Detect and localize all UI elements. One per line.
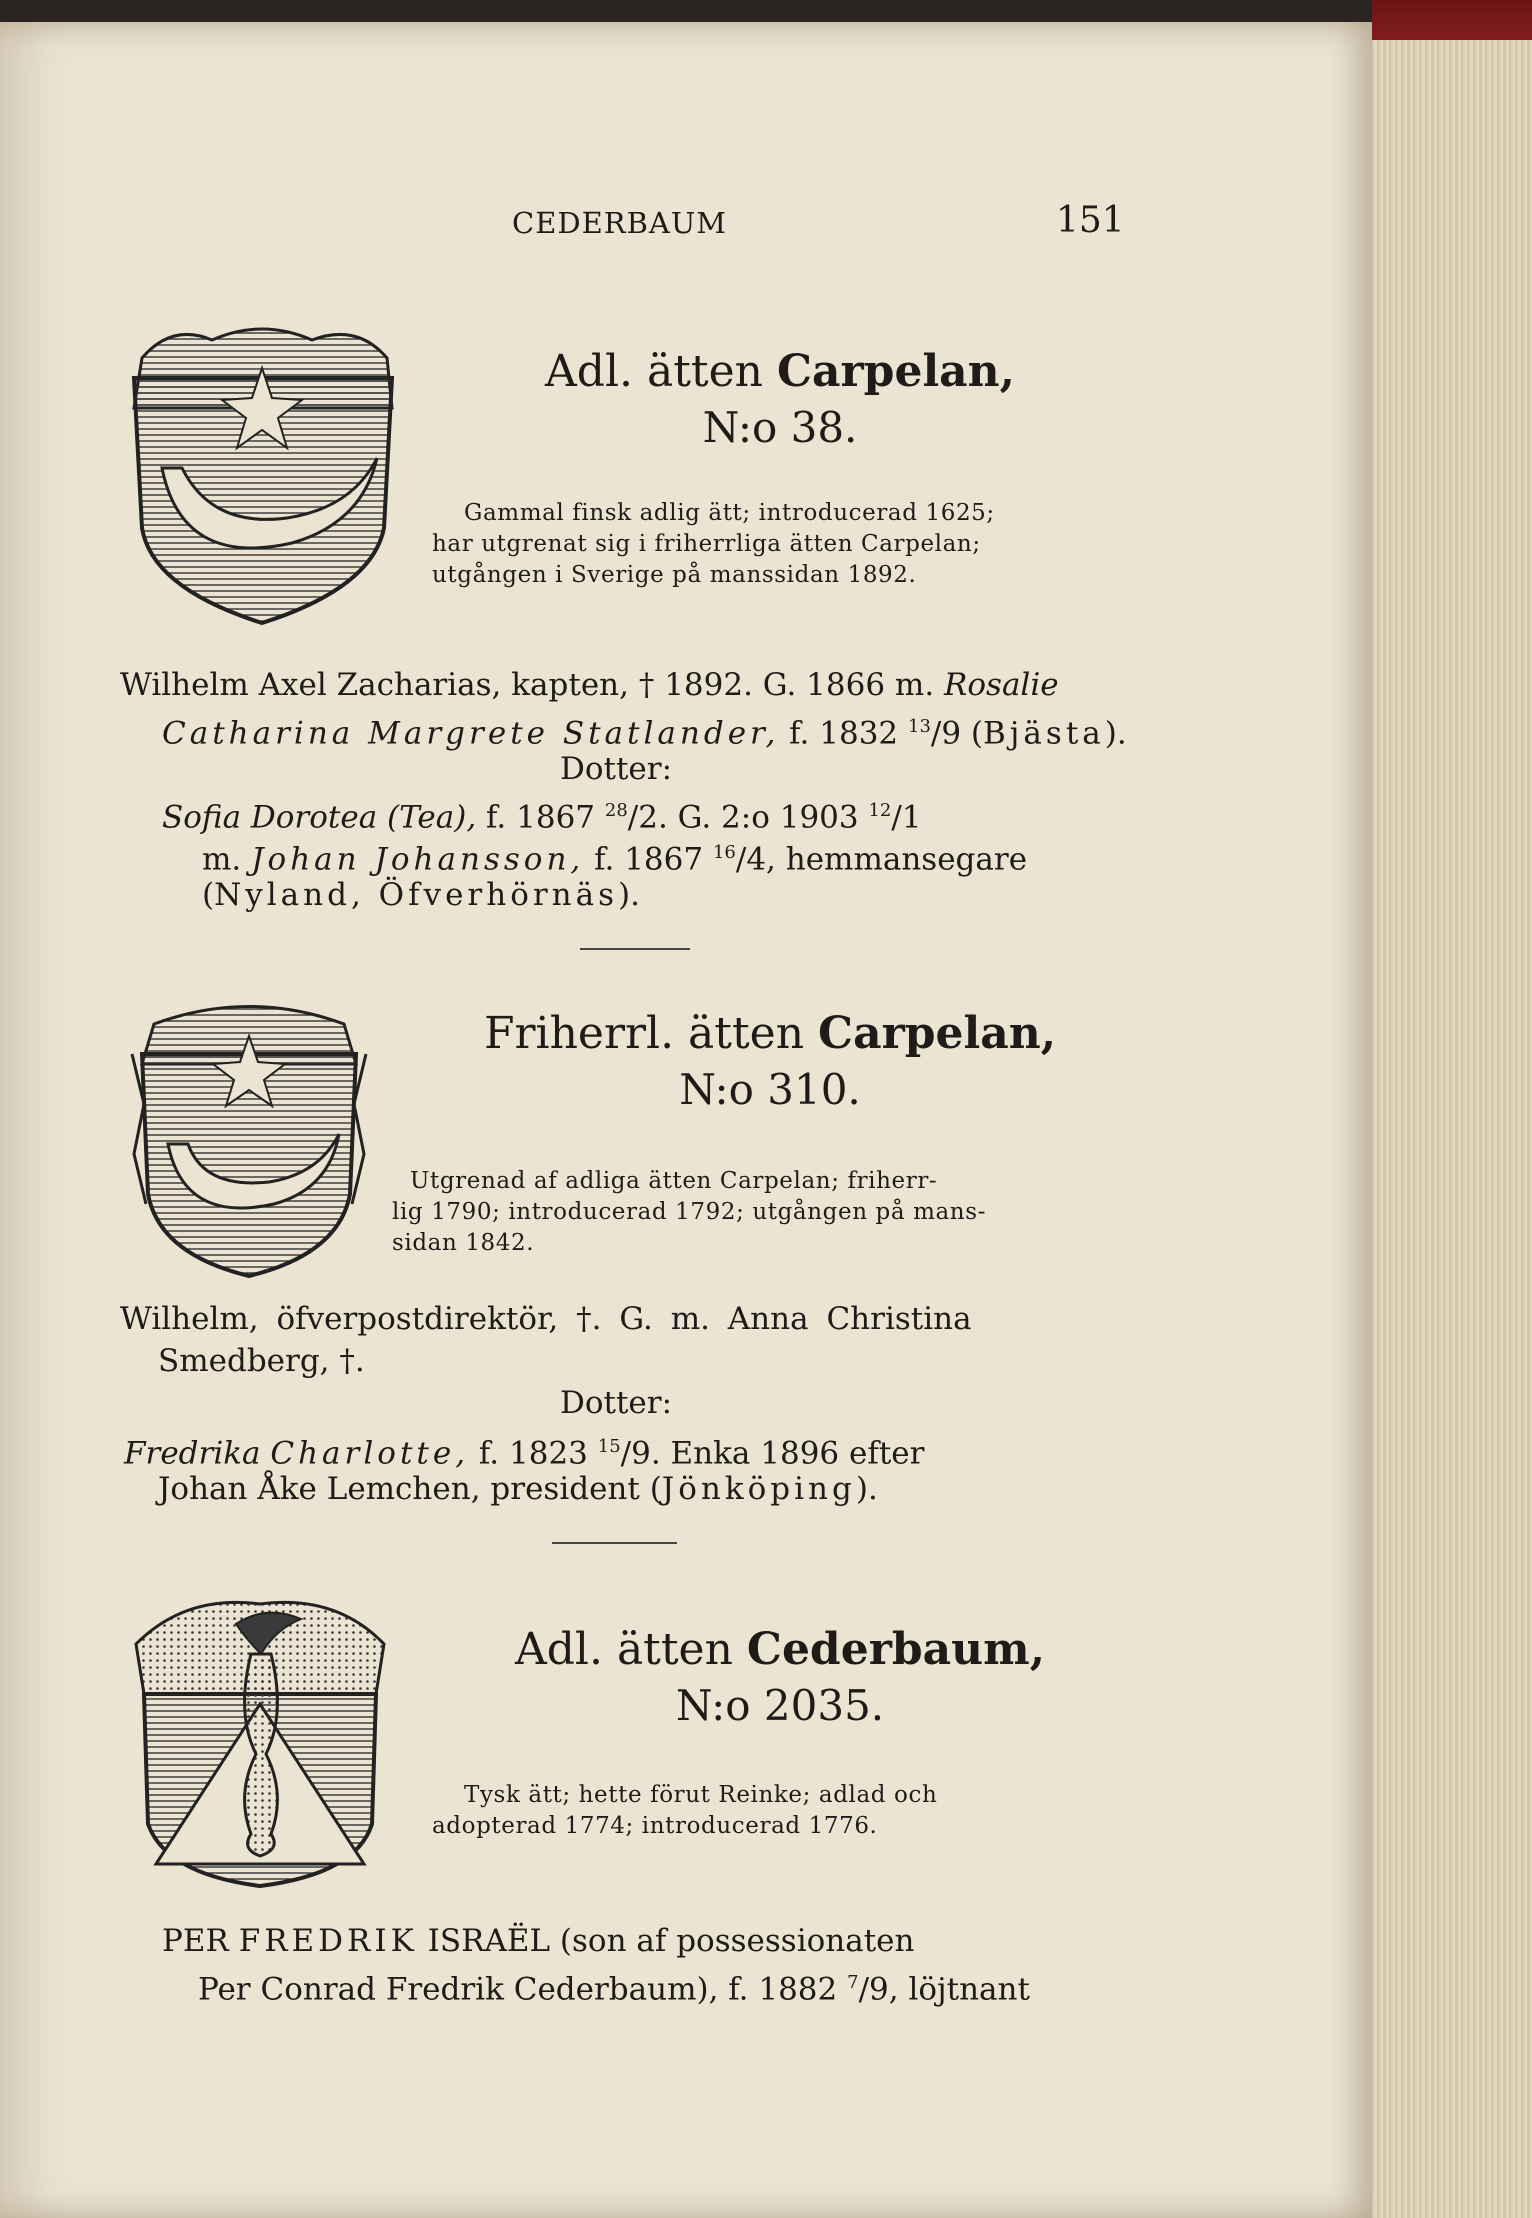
entry-1-line-5: m. Johan Johansson, f. 1867 $^{16}$/4, hemmansegare: [202, 841, 1028, 878]
entry-2-heading: [470, 1006, 1070, 1118]
book-page: [0, 22, 1372, 2218]
entry-1-heading: [520, 344, 1040, 456]
entry-3-description: [432, 1780, 1132, 1842]
entry-3-desc-line: Tysk ätt; hette förut Reinke; adlad och: [464, 1782, 938, 1808]
entry-1-line-4: Sofia Dorotea (Tea), f. 1867 $^{28}$/2. G. 2:o 1903 $^{12}$/1: [162, 799, 922, 836]
entry-1-number: N:o 38.: [702, 403, 858, 452]
section-divider: [552, 1542, 677, 1544]
entry-2-number: N:o 310.: [679, 1065, 861, 1114]
entry-3-desc-line: adopterad 1774; introducerad 1776.: [432, 1813, 878, 1839]
entry-2-desc-line: Utgrenad af adliga ätten Carpelan; friherr-: [410, 1168, 938, 1194]
entry-2-desc-line: sidan 1842.: [392, 1230, 535, 1256]
entry-1-desc-line: Gammal finsk adlig ätt; introducerad 1625;: [464, 500, 995, 526]
entry-2-line-4: Fredrika Charlotte, f. 1823 $^{15}$/9. Enka 1896 efter: [124, 1435, 925, 1472]
entry-3-heading: [470, 1622, 1090, 1734]
entry-1-line-6: (Nyland, Öfverhörnäs).: [202, 877, 640, 913]
entry-3-heading-prefix: Adl. ätten: [514, 1624, 733, 1675]
entry-1-heading-prefix: Adl. ätten: [545, 346, 763, 397]
entry-1-description: [432, 498, 1132, 591]
entry-2-line-1: Wilhelm, öfverpostdirektör, †. G. m. Anna Christina: [120, 1301, 972, 1337]
running-head: [0, 200, 1372, 250]
entry-2-description: [392, 1166, 1132, 1259]
running-head-title: CEDERBAUM: [512, 206, 728, 240]
entry-2-desc-line: lig 1790; introducerad 1792; utgången på mans-: [392, 1199, 986, 1225]
entry-2-heading-name: Carpelan,: [818, 1008, 1057, 1059]
page-number: 151: [1056, 200, 1125, 241]
coat-of-arms-bird-plant-icon: [126, 1594, 394, 1890]
entry-3-heading-name: Cederbaum,: [746, 1624, 1046, 1675]
entry-2-line-2: Smedberg, †.: [158, 1343, 365, 1379]
entry-3-number: N:o 2035.: [675, 1681, 885, 1730]
entry-3-line-2: Per Conrad Fredrik Cederbaum), f. 1882 $^7$/9, löjtnant: [198, 1971, 1030, 2008]
section-divider: [580, 948, 690, 950]
entry-2-line-3: Dotter:: [560, 1385, 673, 1421]
entry-1-line-2: Catharina Margrete Statlander, f. 1832 $^{13}$/9 (Bjästa).: [162, 715, 1127, 752]
entry-1-line-1: Wilhelm Axel Zacharias, kapten, † 1892. G. 1866 m. Rosalie: [120, 667, 1059, 703]
entry-3-line-1: PER FREDRIK ISRAËL (son af possessionaten: [162, 1923, 915, 1959]
coat-of-arms-star-horn-icon: [124, 994, 374, 1280]
entry-2-line-5: Johan Åke Lemchen, president (Jönköping).: [158, 1471, 878, 1507]
entry-1-line-3: Dotter:: [560, 751, 673, 787]
entry-1-desc-line: har utgrenat sig i friherrliga ätten Carpelan;: [432, 531, 981, 557]
page-edges: [1362, 40, 1532, 2218]
entry-2-heading-prefix: Friherrl. ätten: [483, 1008, 805, 1059]
coat-of-arms-star-horn-icon: [122, 318, 404, 630]
entry-1-desc-line: utgången i Sverige på manssidan 1892.: [432, 562, 917, 588]
entry-1-heading-name: Carpelan,: [776, 346, 1015, 397]
